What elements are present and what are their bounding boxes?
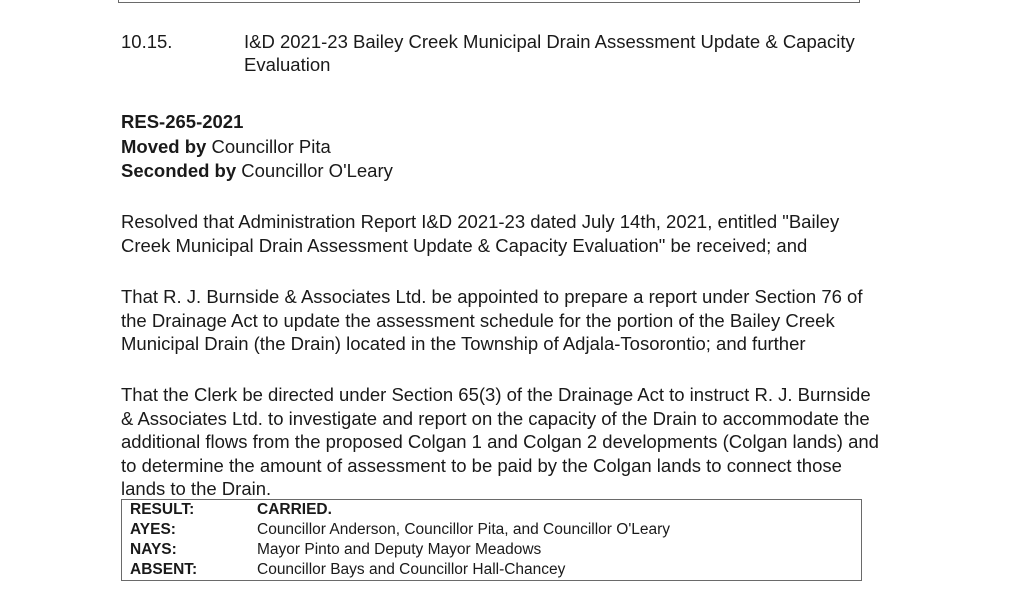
absent-value: Councillor Bays and Councillor Hall-Chancey bbox=[257, 561, 566, 578]
item-number: 10.15. bbox=[121, 31, 173, 52]
ayes-row bbox=[122, 520, 862, 540]
nays-value: Mayor Pinto and Deputy Mayor Meadows bbox=[257, 541, 542, 558]
seconded-by-value: Councillor O'Leary bbox=[241, 160, 393, 181]
resolution-paragraph-clerk-direction bbox=[121, 383, 981, 501]
item-title-line: I&D 2021-23 Bailey Creek Municipal Drain Assessment Update & Capacity bbox=[244, 31, 855, 52]
absent-row bbox=[122, 560, 862, 581]
paragraph-line: additional flows from the proposed Colgan 1 and Colgan 2 developments (Colgan lands) and bbox=[121, 431, 879, 452]
paragraph-line: Resolved that Administration Report I&D 2021-23 dated July 14th, 2021, entitled "Bailey bbox=[121, 211, 840, 232]
paragraph-line: the Drainage Act to update the assessment schedule for the portion of the Bailey Creek bbox=[121, 309, 835, 331]
nays-row bbox=[122, 540, 862, 560]
previous-section-box bbox=[118, 0, 860, 3]
seconded-by-label: Seconded by bbox=[121, 160, 237, 181]
result-value: CARRIED. bbox=[257, 501, 332, 518]
vote-result-table bbox=[121, 499, 862, 581]
paragraph-line: lands to the Drain. bbox=[121, 478, 272, 499]
paragraph-line: That R. J. Burnside & Associates Ltd. be appointed to prepare a report under Section 76 of bbox=[121, 286, 863, 307]
paragraph-line: Creek Municipal Drain Assessment Update & Capacity Evaluation" be received; and bbox=[121, 234, 808, 256]
motion-block bbox=[121, 110, 393, 184]
nays-label: NAYS: bbox=[130, 541, 177, 558]
resolution-paragraph-appointment bbox=[121, 285, 981, 356]
resolution-id: RES-265-2021 bbox=[121, 111, 244, 132]
paragraph-line: That the Clerk be directed under Section 65(3) of the Drainage Act to instruct R. J. Burnside bbox=[121, 384, 871, 405]
resolution-paragraph-received bbox=[121, 210, 981, 257]
ayes-label: AYES: bbox=[130, 521, 176, 538]
item-title-line: Evaluation bbox=[244, 54, 331, 75]
paragraph-line: to determine the amount of assessment to be paid by the Colgan lands to connect those bbox=[121, 454, 842, 476]
item-title bbox=[244, 30, 944, 76]
paragraph-line: Municipal Drain (the Drain) located in the Township of Adjala-Tosorontio; and further bbox=[121, 333, 806, 354]
paragraph-line: & Associates Ltd. to investigate and report on the capacity of the Drain to accommodate the bbox=[121, 407, 870, 429]
absent-label: ABSENT: bbox=[130, 561, 198, 578]
moved-by-label: Moved by bbox=[121, 135, 207, 157]
result-label: RESULT: bbox=[130, 501, 195, 518]
moved-by-value: Councillor Pita bbox=[211, 135, 331, 157]
ayes-value: Councillor Anderson, Councillor Pita, and Councillor O'Leary bbox=[257, 521, 671, 538]
result-row bbox=[122, 500, 862, 521]
